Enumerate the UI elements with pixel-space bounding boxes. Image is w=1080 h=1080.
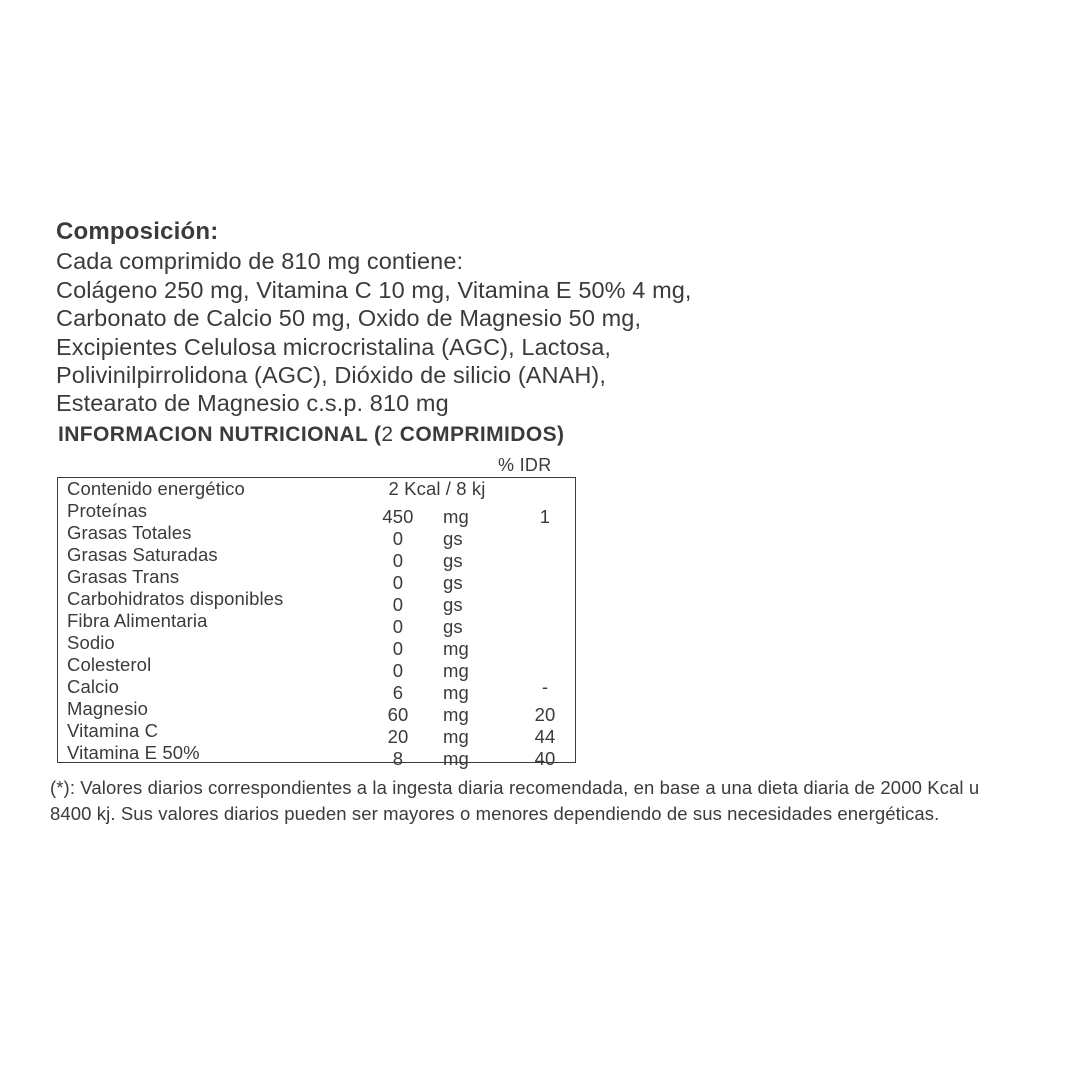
- nutrient-label: Vitamina E 50%: [67, 742, 200, 763]
- nutrient-idr: [515, 594, 575, 616]
- nutrition-table: [57, 477, 576, 769]
- composition-line: Carbonato de Calcio 50 mg, Oxido de Magnesio 50 mg,: [56, 305, 642, 332]
- nutrient-value: 0: [392, 528, 404, 549]
- nutrient-label: Calcio: [67, 676, 120, 697]
- table-row-energy: [58, 478, 575, 500]
- nutrient-label: Fibra Alimentaria: [67, 610, 208, 631]
- nutrient-idr: 20: [534, 704, 556, 725]
- nutrient-idr: [515, 478, 575, 500]
- nutrient-idr: [515, 660, 575, 682]
- nutrient-unit: mg: [443, 726, 469, 747]
- idr-column-header: % IDR: [498, 455, 552, 475]
- nutrient-label: Grasas Trans: [67, 566, 180, 587]
- composition-line: Cada comprimido de 810 mg contiene:: [56, 248, 464, 275]
- nutrient-value: 6: [392, 682, 404, 703]
- composition-block: [56, 218, 1016, 418]
- nutrient-value: 0: [392, 594, 404, 615]
- composition-line: Polivinilpirrolidona (AGC), Dióxido de silicio (ANAH),: [56, 362, 606, 388]
- nutrient-label: Sodio: [67, 632, 115, 653]
- nutrient-label: Contenido energético: [67, 478, 245, 499]
- nutrient-value: 2 Kcal / 8 kj: [388, 478, 486, 499]
- nutrient-value: 0: [392, 572, 404, 593]
- nutrient-label: Grasas Saturadas: [67, 544, 218, 565]
- nutrient-unit: gs: [443, 572, 463, 593]
- nutrient-value: 20: [387, 726, 409, 747]
- nutrient-idr: [515, 638, 575, 660]
- footnote-text: (*): Valores diarios correspondientes a la ingesta diaria recomendada, en base a una dieta diaria de 2000 Kcal u 8400 kj. Sus valores diarios pueden ser mayores o menores dependiendo de sus necesidades energéticas.: [50, 777, 980, 825]
- nutrient-unit: mg: [443, 638, 469, 659]
- nutrient-unit: gs: [443, 616, 463, 637]
- nutrient-unit: mg: [443, 660, 469, 681]
- nutrient-idr: [515, 528, 575, 550]
- nutrient-label: Colesterol: [67, 654, 152, 675]
- nutrient-unit: mg: [443, 748, 469, 769]
- table-row: [58, 500, 575, 522]
- nutrient-value: 450: [382, 506, 414, 527]
- nutrient-value: 60: [387, 704, 409, 725]
- nutrient-label: Carbohidratos disponibles: [67, 588, 284, 609]
- nutrient-value: 8: [392, 748, 404, 769]
- nutrient-label: Proteínas: [67, 500, 148, 521]
- nutrition-heading-suffix: COMPRIMIDOS): [393, 423, 565, 446]
- nutrient-idr: 44: [534, 726, 556, 747]
- nutrient-unit: gs: [443, 594, 463, 615]
- nutrient-idr: -: [541, 676, 549, 697]
- nutrition-heading-quantity: 2: [381, 423, 394, 446]
- nutrient-idr: 40: [534, 748, 556, 769]
- composition-line: Estearato de Magnesio c.s.p. 810 mg: [56, 390, 449, 417]
- nutrient-unit: gs: [443, 528, 463, 549]
- nutrient-label: Grasas Totales: [67, 522, 192, 543]
- composition-title: Composición:: [56, 218, 219, 245]
- nutrient-value: 0: [392, 660, 404, 681]
- nutrient-idr: 1: [539, 506, 551, 527]
- nutrient-value: 0: [392, 616, 404, 637]
- nutrient-idr: [515, 550, 575, 572]
- nutrient-unit: mg: [443, 704, 469, 725]
- nutrient-idr: [515, 572, 575, 594]
- nutrient-unit: mg: [443, 506, 469, 527]
- nutrient-unit: mg: [443, 682, 469, 703]
- nutrient-unit: gs: [443, 550, 463, 571]
- nutrition-heading-prefix: INFORMACION NUTRICIONAL (: [58, 423, 382, 446]
- nutrient-label: Vitamina C: [67, 720, 159, 741]
- nutrient-value: 0: [392, 638, 404, 659]
- composition-line: Excipientes Celulosa microcristalina (AGC), Lactosa,: [56, 333, 612, 360]
- composition-line: Colágeno 250 mg, Vitamina C 10 mg, Vitamina E 50% 4 mg,: [56, 276, 692, 303]
- nutrition-heading: [58, 423, 564, 447]
- nutrient-label: Magnesio: [67, 698, 149, 719]
- nutrient-idr: [515, 616, 575, 638]
- nutrient-value: 0: [392, 550, 404, 571]
